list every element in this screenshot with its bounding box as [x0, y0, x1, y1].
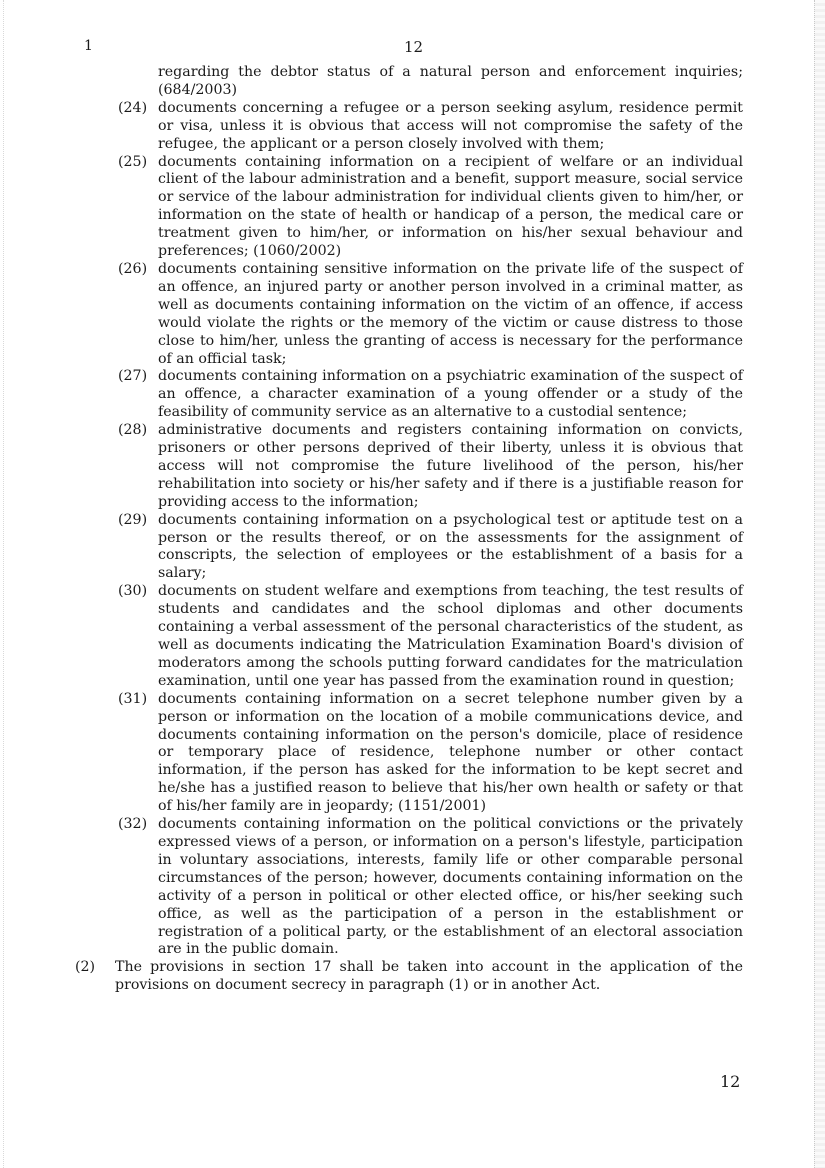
list-item [75, 261, 743, 368]
item-text: documents containing sensitive information on the private life of the suspect of an offence, an injured party or another person involved in a criminal matter, as well as documents containing information on the victim of an offence, if access would violate the rights or the memory of the victim or cause distress to those close to him/her, unless the granting of access is necessary for the performance of an official task; [158, 260, 743, 367]
continuation-paragraph: regarding the debtor status of a natural person and enforcement inquiries; (684/2003) [158, 64, 743, 98]
list-item [75, 154, 743, 261]
item-number: (24) [118, 99, 148, 116]
list-item [75, 583, 743, 690]
list-item [75, 100, 743, 154]
item-number: (26) [118, 260, 148, 277]
item-number: (25) [118, 153, 148, 170]
item-text: documents containing information on a secret telephone number given by a person or information on the location of a mobile communications device, and documents containing information on the person's domicile, place of residence or temporary place of residence, telephone number or other contact information, if the person has asked for the information to be kept secret and he/she has a justified reason to believe that his/her own health or safety or that of his/her family are in jeopardy; (1151/2001) [158, 690, 743, 815]
scan-left-edge [0, 0, 4, 1168]
item-number: (32) [118, 816, 148, 833]
item-text: documents containing information on a psychiatric examination of the suspect of an offence, a character examination of a young offender or a study of the feasibility of community service as an alternative to a custodial sentence; [158, 368, 743, 421]
item-number: (28) [118, 422, 148, 439]
subsection-number: (2) [75, 959, 96, 976]
subsection-text: The provisions in section 17 shall be taken into account in the application of the provisions on document secrecy in paragraph (1) or in another Act. [115, 959, 743, 994]
page-number-footer: 12 [720, 1072, 741, 1091]
item-number: (29) [118, 511, 148, 528]
item-text: documents concerning a refugee or a person seeking asylum, residence permit or visa, unless it is obvious that access will not compromise the safety of the refugee, the applicant or a person closely involved with them; [158, 99, 743, 152]
page-number-header: 12 [404, 38, 424, 56]
item-number: (30) [118, 583, 148, 600]
list-item [75, 422, 743, 512]
list-item [75, 816, 743, 959]
line-number-marker: 1 [84, 38, 93, 54]
scan-right-edge [814, 0, 825, 1168]
item-text: administrative documents and registers containing information on convicts, prisoners or other persons deprived of their liberty, unless it is obvious that access will not compromise the future livelihood of the person, his/her rehabilitation into society or his/her safety and if there is a justifiable reason for providing access to the information; [158, 422, 743, 510]
list-item [75, 368, 743, 422]
item-text: documents containing information on a psychological test or aptitude test on a person or the results thereof, or on the assessments for the assignment of conscripts, the selection of employees or the establishment of a basis for a salary; [158, 511, 743, 582]
item-text: documents containing information on the political convictions or the privately expressed views of a person, or information on a person's lifestyle, participation in voluntary associations, interests, family life or other comparable personal circumstances of the person; however, documents containing information on the activity of a person in political or other elected office, or his/her seeking such office, as well as the participation of a person in the establishment or registration of a political party, or the establishment of an electoral association are in the public domain. [158, 816, 743, 958]
item-number: (31) [118, 690, 148, 707]
subsection-paragraph [75, 959, 743, 995]
list-item [75, 691, 743, 816]
document-body [75, 64, 743, 995]
item-text: documents on student welfare and exemptions from teaching, the test results of students and candidates and the school diplomas and other documents containing a verbal assessment of the personal characteristics of the student, as well as documents indicating the Matriculation Examination Board's division of moderators among the schools putting forward candidates for the matriculation examination, until one year has passed from the examination round in question; [158, 583, 743, 689]
list-item [75, 512, 743, 584]
item-text: documents containing information on a recipient of welfare or an individual client of the labour administration and a benefit, support measure, social service or service of the labour administration for individual clients given to him/her, or information on the state of health or handicap of a person, the medical care or treatment given to him/her, or information on his/her sexual behaviour and preferences; (1060/2002) [158, 153, 743, 260]
item-number: (27) [118, 368, 148, 385]
